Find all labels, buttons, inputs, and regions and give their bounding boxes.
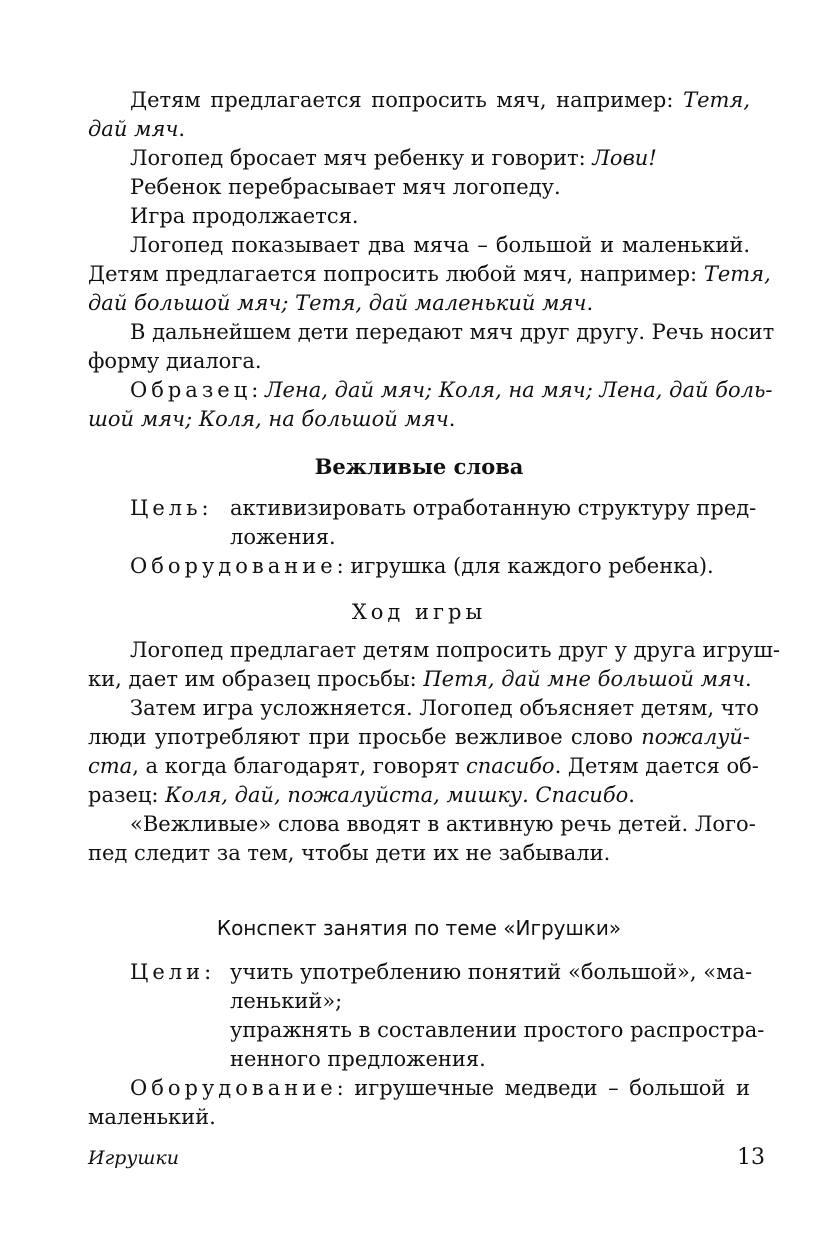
text-line: «Вежливые» слова вводят в активную речь детей. Лого- (130, 812, 756, 836)
text-line: Логопед показывает два мяча – большой и маленький. (130, 233, 750, 257)
text-line: форму диалога. (88, 349, 262, 373)
equipment-line: Оборудование: игрушка (для каждого ребенка). (130, 554, 714, 578)
goal-text: ленький»; (230, 989, 343, 1013)
goal-text: ложения. (230, 525, 336, 549)
goals-label: Цели: (130, 960, 216, 984)
running-title: Игрушки (88, 1147, 179, 1169)
section-title: Конспект занятия по теме «Игрушки» (216, 916, 622, 940)
text-line: Логопед предлагает детям попросить друг у друга игруш- (130, 638, 780, 662)
goal-text: упражнять в составлении простого распростра- (230, 1018, 765, 1042)
equipment-line: маленький. (88, 1105, 216, 1129)
text-line: разец: Коля, дай, пожалуйста, мишку. Спасибо. (88, 783, 635, 807)
goal-text: активизировать отработанную структуру пред- (230, 496, 757, 520)
text-line: шой мяч; Коля, на большой мяч. (88, 407, 456, 431)
text-line: пед следит за тем, чтобы дети их не забывали. (88, 841, 611, 865)
text-line: Детям предлагается попросить мяч, например: Тетя, (130, 88, 750, 112)
text-line: Детям предлагается попросить любой мяч, например: Тетя, (88, 262, 771, 286)
text-line: люди употребляют при просьбе вежливое слово пожалуй- (88, 725, 750, 749)
text-line: Игра продолжается. (130, 204, 359, 228)
text-line: ки, дает им образец просьбы: Петя, дай мне большой мяч. (88, 667, 752, 691)
text-line: дай большой мяч; Тетя, дай маленький мяч. (88, 291, 594, 315)
text-line: Логопед бросает мяч ребенку и говорит: Лови! (130, 146, 657, 170)
goal-label: Цель: (130, 496, 213, 520)
subsection-title: Ход игры (351, 600, 487, 624)
text-line: В дальнейшем дети передают мяч друг другу. Речь носит (130, 320, 775, 344)
equipment-line: Оборудование: игрушечные медведи – большой и (130, 1076, 750, 1100)
text-line: дай мяч. (88, 117, 186, 141)
goal-text: учить употреблению понятий «большой», «ма- (230, 960, 753, 984)
text-line: ста, а когда благодарят, говорят спасибо. Детям дается об- (88, 754, 759, 778)
page-number: 13 (737, 1145, 765, 1170)
section-title: Вежливые слова (314, 454, 524, 479)
text-line: Затем игра усложняется. Логопед объясняет детям, что (130, 696, 759, 720)
goal-text: ненного предложения. (230, 1047, 486, 1071)
text-line: Ребенок перебрасывает мяч логопеду. (130, 175, 561, 199)
text-line: Образец: Лена, дай мяч; Коля, на мяч; Лена, дай боль- (130, 378, 773, 402)
